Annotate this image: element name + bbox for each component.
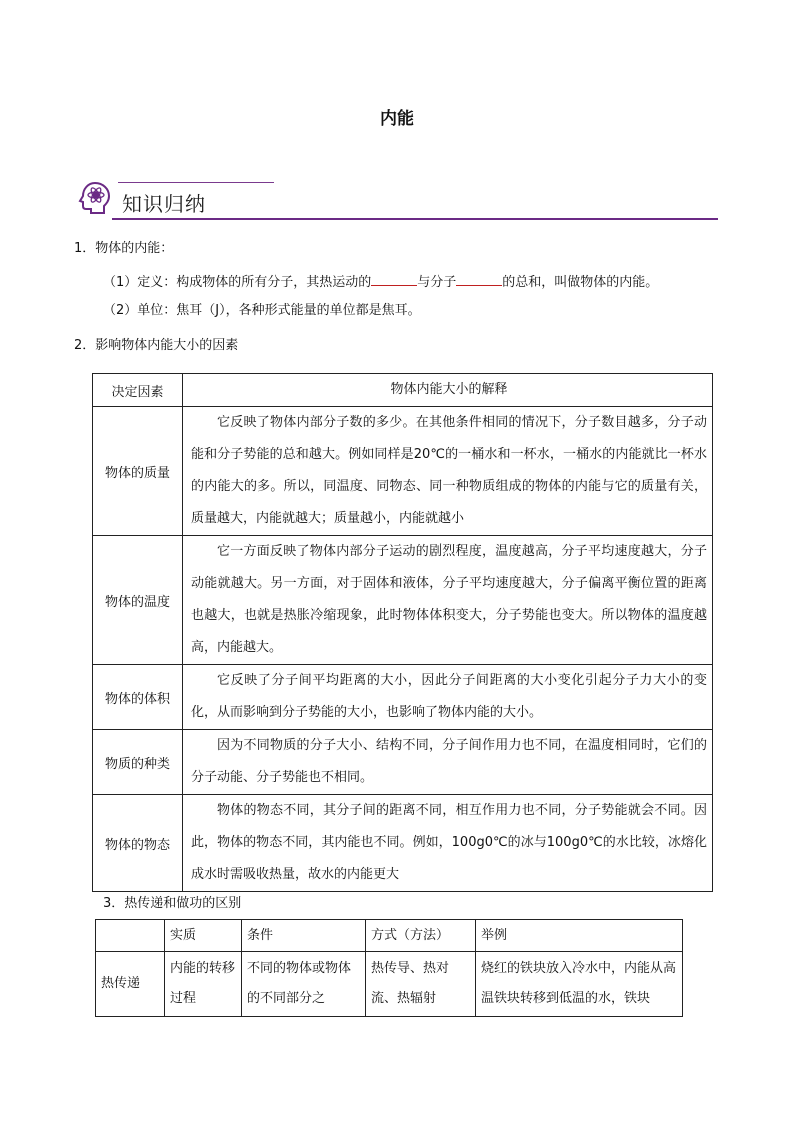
item1-heading: 1．物体的内能： [74, 241, 174, 256]
table-row [96, 952, 683, 1017]
table-header-row [96, 920, 683, 952]
table-row [93, 795, 713, 892]
table-row [93, 665, 713, 730]
table-row [93, 407, 713, 536]
row-name-cell: 热传递 [96, 952, 165, 1017]
fill-blank-1 [371, 271, 417, 286]
column-header-essence: 实质 [165, 920, 242, 952]
unit-line: （2）单位：焦耳（J），各种形式能量的单位都是焦耳。 [103, 303, 421, 318]
column-header-example: 举例 [476, 920, 683, 952]
fill-blank-2 [456, 271, 502, 286]
item2-heading: 2．影响物体内能大小的因素 [74, 338, 239, 353]
table-row [93, 536, 713, 665]
factor-cell: 物体的物态 [93, 795, 183, 892]
explanation-cell: 它一方面反映了物体内部分子运动的剧烈程度，温度越高，分子平均速度越大，分子动能就越大。另一方面，对于固体和液体，分子平均速度越大，分子偏离平衡位置的距离也越大，也就是热胀冷缩现象，此时物体体积变大，分子势能也变大。所以物体的温度越高，内能越大。 [183, 536, 713, 665]
table-header-row [93, 374, 713, 407]
factors-table [92, 373, 713, 892]
section-heading: 知识归纳 [122, 192, 206, 216]
definition-text-a: （1）定义：构成物体的所有分子，其热运动的 [103, 275, 372, 290]
explanation-cell: 物体的物态不同，其分子间的距离不同，相互作用力也不同，分子势能就会不同。因此，物体的物态不同，其内能也不同。例如，100g0℃的冰与100g0℃的水比较，冰熔化成水时需吸收热量，故水的内能更大 [183, 795, 713, 892]
item3-heading: 3．热传递和做功的区别 [103, 896, 242, 911]
section-bottom-rule [112, 218, 718, 220]
section-header [74, 178, 718, 222]
factor-cell: 物体的体积 [93, 665, 183, 730]
method-cell: 热传导、热对流、热辐射 [366, 952, 476, 1017]
page-title: 内能 [380, 109, 414, 129]
definition-text-b: 与分子 [417, 275, 457, 290]
column-header-explanation: 物体内能大小的解释 [183, 374, 713, 407]
essence-cell: 内能的转移过程 [165, 952, 242, 1017]
example-cell: 烧红的铁块放入冷水中，内能从高温铁块转移到低温的水，铁块 [476, 952, 683, 1017]
column-header-method: 方式（方法） [366, 920, 476, 952]
column-header-blank [96, 920, 165, 952]
column-header-condition: 条件 [242, 920, 366, 952]
factor-cell: 物体的温度 [93, 536, 183, 665]
section-top-rule [118, 182, 274, 183]
factor-cell: 物质的种类 [93, 730, 183, 795]
table-row [93, 730, 713, 795]
factor-cell: 物体的质量 [93, 407, 183, 536]
explanation-cell: 它反映了物体内部分子数的多少。在其他条件相同的情况下，分子数目越多，分子动能和分子势能的总和越大。例如同样是20℃的一桶水和一杯水，一桶水的内能就比一杯水的内能大的多。所以，同温度、同物态、同一种物质组成的物体的内能与它的质量有关，质量越大，内能就越大；质量越小，内能就越小 [183, 407, 713, 536]
column-header-factor: 决定因素 [93, 374, 183, 407]
condition-cell: 不同的物体或物体的不同部分之 [242, 952, 366, 1017]
explanation-cell: 它反映了分子间平均距离的大小，因此分子间距离的大小变化引起分子力大小的变化，从而影响到分子势能的大小，也影响了物体内能的大小。 [183, 665, 713, 730]
comparison-table [95, 919, 683, 1017]
definition-line [103, 271, 658, 292]
explanation-cell: 因为不同物质的分子大小、结构不同，分子间作用力也不同，在温度相同时，它们的分子动能、分子势能也不相同。 [183, 730, 713, 795]
brain-icon [77, 180, 113, 216]
definition-text-c: 的总和，叫做物体的内能。 [502, 275, 659, 290]
